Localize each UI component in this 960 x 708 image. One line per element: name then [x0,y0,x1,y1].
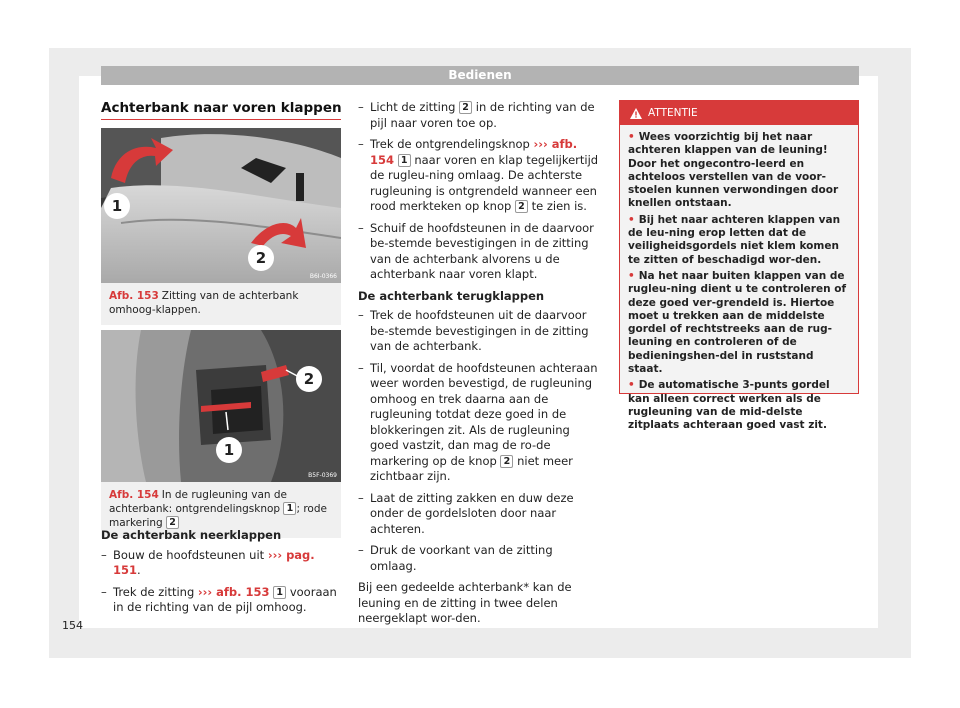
list-item: – Laat de zitting zakken en duw deze onder de gordelsloten door naar achteren. [358,491,602,538]
list-item: – Schuif de hoofdsteunen in de daarvoor be-stemde bevestigingen in de zitting van de achterbank alvorens u de achterbank naar voren klapt. [358,221,602,283]
number-badge: 1 [398,154,411,167]
item-text: Licht de zitting [370,100,456,114]
figure-label: Afb. 153 [109,290,159,302]
figure-153-image [101,128,341,283]
left-column [101,528,341,622]
figure-153-caption [101,283,341,325]
warning-item [628,131,850,211]
figure-154-image [101,330,341,482]
list-item: – Trek de hoofdsteunen uit de daarvoor be-stemde bevestigingen in de zitting van de achterbank. [358,308,602,355]
list-item: – Trek de ontgrendelingsknop ››› afb. 154 1 naar voren en klap tegelijkertijd de rugleu-ning omlaag. De achterste rugleuning is ontgrendeld wanneer een rood merkteken op knop 2 te zien is. [358,137,599,213]
list-item: – Trek de zitting ››› afb. 153 1 vooraan in de richting van de pijl omhoog. [101,584,337,614]
figure-ref-link[interactable]: ››› afb. 153 [197,584,270,599]
warning-text: De automatische 3-punts gordel kan alleen correct werken als de rugleuning van de mid-delste zitplaats achteraan goed vast zit. [628,379,830,432]
warning-item [628,379,850,432]
list-item: – Druk de voorkant van de zitting omlaag. [358,543,602,574]
item-text: Til, voordat de hoofdsteunen achteraan weer worden bevestigd, de rugleuning omhoog en trek daarna aan de rugleuning totdat deze goed in de blokkeringen zit. Als de rugleuning goed vastzit, dan mag de ro-de markering op de knop [370,360,598,468]
item-text: in de richting van de pijl naar voren toe op. [370,100,595,130]
figure-ref-link[interactable]: ››› afb. 154 [370,137,578,167]
image-code: B5F-0369 [308,472,337,479]
item-text: te zien is. [531,199,587,213]
warning-icon [630,108,642,119]
item-text: Druk de voorkant van de zitting omlaag. [370,543,553,573]
caption-text: Zitting van de achterbank omhoog-klappen. [109,290,299,316]
middle-column [358,100,602,631]
item-text: naar voren en klap tegelijkertijd de rugleu-ning omlaag. De achterste rugleuning is ontgrendeld wanneer een rood merkteken op knop [370,152,599,213]
item-text: Trek de zitting [113,584,195,599]
item-text: Bouw de hoofdsteunen uit [113,547,265,562]
page-ref-link[interactable]: ››› pag. 151 [113,547,315,577]
callout-1: 1 [216,437,242,463]
section-heading: De achterbank neerklappen [101,528,282,542]
callout-2: 2 [296,366,322,392]
list-item: – Bouw de hoofdsteunen uit ››› pag. 151. [101,547,315,577]
section-header: Bedienen [101,66,859,85]
bullet-icon: • [628,379,635,392]
warning-item [628,270,850,376]
bullet-icon: • [628,213,635,226]
number-badge: 2 [500,455,513,468]
item-text: . [137,563,141,577]
page-title: Achterbank naar voren klappen [101,100,342,116]
paragraph: Bij een gedeelde achterbank* kan de leuning en de zitting in twee delen neergeklapt wor-den. [358,580,572,625]
item-text: Trek de hoofdsteunen uit de daarvoor be-stemde bevestigingen in de zitting van de achterbank. [370,308,589,353]
callout-1: 1 [104,193,130,219]
warning-text: Na het naar buiten klappen van de rugleu-ning dient u te controleren of deze goed ver-grendeld is. Hiertoe moet u trekken aan de middelste gordel of rechtstreeks aan de rug-leuning en controleren of de bedieningshen-del in ruststand staat. [628,269,847,376]
warning-box [619,100,859,432]
caption-text-a: In de rugleuning van de achterbank: ontgrendelingsknop [109,489,287,515]
number-badge: 2 [515,200,528,213]
number-badge: 2 [459,101,472,114]
number-badge: 1 [273,586,286,599]
number-badge: 1 [283,502,296,515]
warning-body [620,125,858,442]
warning-title: ATTENTIE [648,107,698,119]
bullet-icon: • [628,131,635,143]
item-text: niet meer zichtbaar zijn. [370,453,573,483]
item-text: Laat de zitting zakken en duw deze onder de gordelsloten door naar achteren. [370,490,574,536]
number-badge: 2 [166,516,179,529]
warning-header [620,101,858,125]
bullet-icon: • [628,269,635,282]
warning-text: Bij het naar achteren klappen van de leu-ning erop letten dat de veiligheidsgordels niet klem komen te zitten of beschadigd wor-den. [628,213,841,266]
image-code: B6I-0366 [309,273,337,280]
figure-label: Afb. 154 [109,489,159,501]
callout-2: 2 [248,245,274,271]
title-rule [101,119,341,120]
figure-153 [101,128,341,325]
item-text: Trek de ontgrendelingsknop [370,137,530,151]
warning-text: Wees voorzichtig bij het naar achteren klappen van de leuning! Door het ongecontro-leerd en achteloos verstellen van de voor-stoelen kunnen verwondingen door knellen ontstaan. [628,131,839,210]
list-item: – Til, voordat de hoofdsteunen achteraan weer worden bevestigd, de rugleuning omhoog en trek daarna aan de rugleuning totdat deze goed in de blokkeringen zit. Als de rugleuning goed vastzit, dan mag de ro-de markering op de knop 2 niet meer zichtbaar zijn. [358,360,598,483]
warning-item [628,214,850,267]
figure-154 [101,330,341,538]
caption-text-b: ; rode markering [109,503,327,529]
page-number: 154 [62,619,83,632]
list-item: – Licht de zitting 2 in de richting van de pijl naar voren toe op. [358,100,595,130]
item-text: vooraan in de richting van de pijl omhoog. [113,584,337,614]
item-text: Schuif de hoofdsteunen in de daarvoor be-stemde bevestigingen in de zitting van de achterbank alvorens u de achterbank naar voren klapt. [370,220,594,281]
section-heading: De achterbank terugklappen [358,288,545,303]
